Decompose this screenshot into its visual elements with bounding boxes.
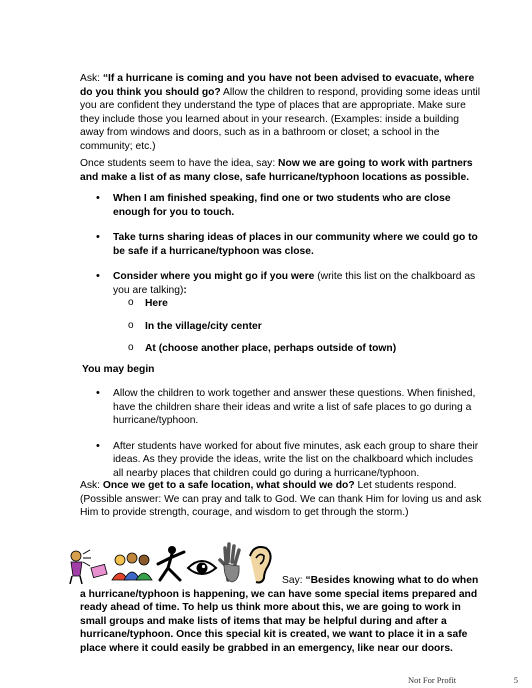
sublist-text: At (choose another place, perhaps outside of town)	[145, 343, 397, 355]
ask-answer: Let students respond. (Possible answer: We can pray and talk to God. We can thank Him for loving us and ask Him to provide strength, courage, and wisdom to get through the storm.)	[80, 480, 482, 519]
say-quote: a hurricane/typhoon is happening, we can have some special items prepared and ready ahead of time. To help us think more about this, we are going to work in small groups and make lists of items that may be helpful during and after a hurricane/typhoon. Once this special kit is created, we want to place it in a safe place where it could easily be grabbed in an emergency, like near our doors.	[80, 588, 478, 654]
ask-instructions: Allow the children to respond, providing some ideas until you are confident they understand the type of places that are appropriate. Make sure they include those you learned about in your research. (Examples: inside a building away from windows and doors, such as in a bathroom or closet; a school in the community; etc.)	[80, 86, 481, 152]
bullet-text: Allow the children to work together and answer these questions. When finished, have the children share their ideas and write a list of safe places to go during a hurricane/typhoon.	[113, 388, 476, 427]
may-begin-text: You may begin	[82, 364, 155, 375]
ask-paragraph-2	[80, 479, 484, 520]
bullet-text: When I am finished speaking, find one or two students who are close enough for you to touch.	[113, 193, 451, 218]
speaking-bullets	[96, 192, 486, 298]
page-number: 5	[513, 675, 518, 685]
partners-paragraph	[80, 157, 484, 184]
bullet-bold: Consider where you might go if you were	[113, 271, 315, 283]
footer-text: Not For Profit	[408, 675, 457, 685]
bullet-item	[96, 387, 486, 428]
sublist-text: Here	[145, 298, 168, 309]
partners-lead: Once students seem to have the idea, say:	[80, 158, 279, 169]
bullet-item	[96, 270, 486, 297]
sublist-item	[128, 320, 396, 334]
bullet-note: (write this list on the chalkboard as you are talking)	[113, 271, 476, 296]
sublist-item	[128, 297, 396, 311]
location-sublist	[128, 297, 396, 356]
ask-lead: Ask:	[80, 73, 103, 84]
sublist-text: In the village/city center	[145, 320, 262, 332]
say-quote-start: “Besides knowing what to do when	[305, 575, 479, 586]
bullet-item	[96, 440, 486, 481]
bullet-colon: :	[183, 284, 187, 296]
ask-lead: Ask:	[80, 480, 103, 491]
say-lead: Say:	[282, 575, 306, 586]
bullet-item	[96, 192, 486, 219]
bullet-item	[96, 231, 486, 258]
sublist-item	[128, 342, 396, 356]
bullet-text: After students have worked for about five minutes, ask each group to share their ideas. As they provide the ideas, write the list on the chalkboard which includes all nearby places that children could go during a hurricane/typhoon.	[113, 440, 479, 479]
may-begin-heading	[82, 363, 486, 377]
page-footer	[408, 674, 518, 688]
bullet-text: Take turns sharing ideas of places in our community where we could go to be safe if a hurricane/typhoon was close.	[113, 232, 478, 257]
ask-paragraph-1	[80, 72, 484, 154]
partners-instruction: Now we are going to work with partners and make a list of as many close, safe hurricane/typhoon locations as possible.	[80, 158, 473, 183]
ask-question: Once we get to a safe location, what should we do?	[102, 480, 355, 491]
say-paragraph	[80, 574, 484, 656]
ask-question: “If a hurricane is coming and you have not been advised to evacuate, where do you think you should go?	[80, 73, 475, 98]
activity-bullets	[96, 387, 486, 481]
eye-icon	[188, 561, 216, 574]
